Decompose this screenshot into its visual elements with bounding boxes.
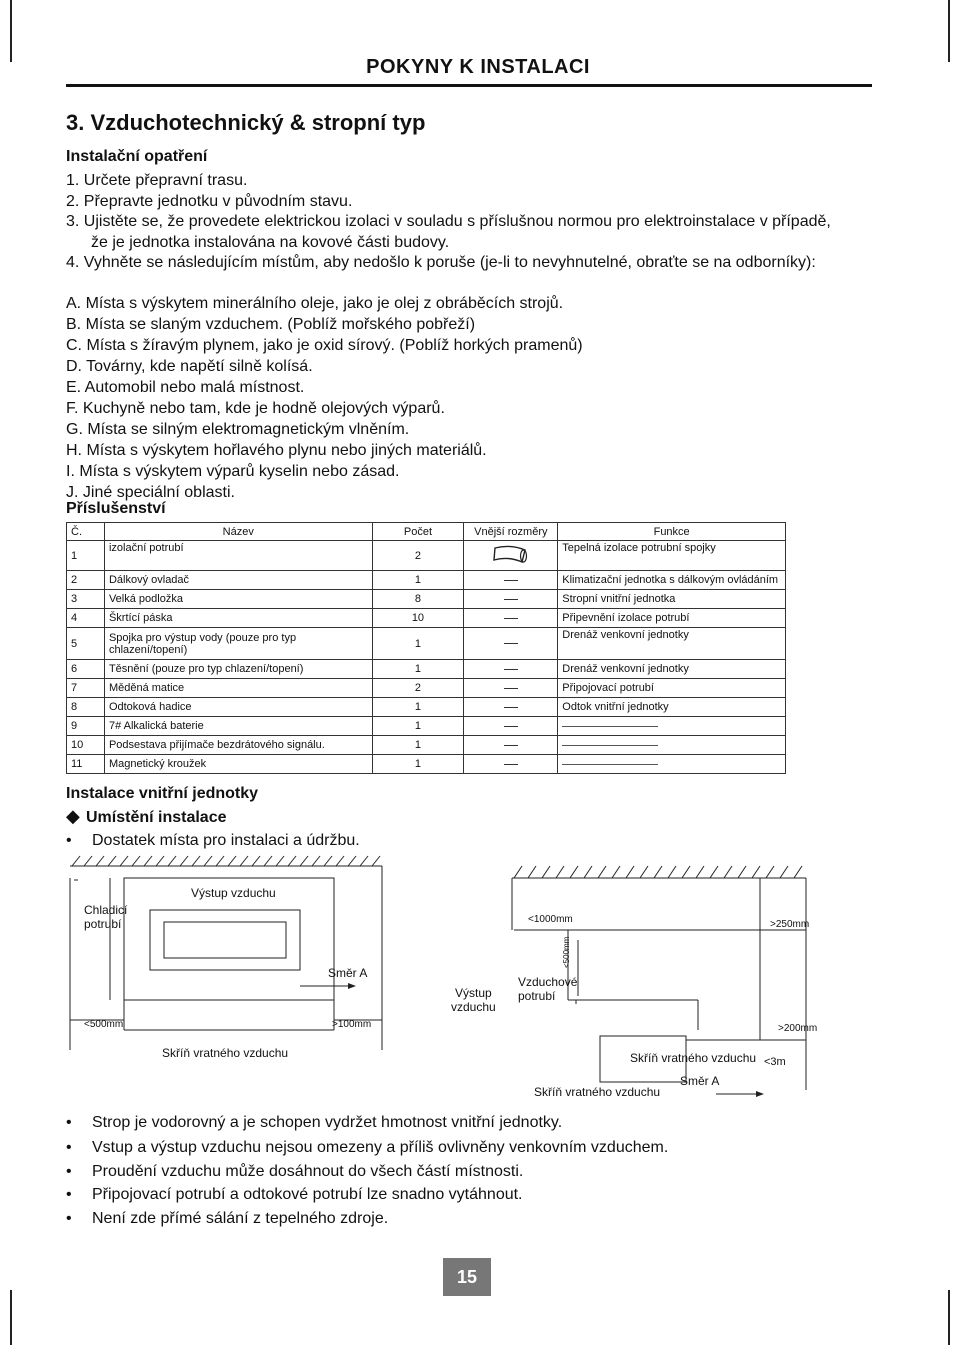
col-header-dimensions: Vnější rozměry: [464, 523, 558, 541]
return-box-label-left: Skříň vratného vzduchu: [162, 1046, 289, 1060]
avoid-place-a: A. Místa s výskytem minerálního oleje, jako je olej z obráběcích strojů.: [66, 295, 564, 312]
dim-250-label: >250mm: [770, 919, 810, 930]
cell-dimensions: [464, 541, 558, 571]
cell-name: Dálkový ovladač: [104, 571, 372, 590]
col-header-qty: Počet: [372, 523, 464, 541]
cell-name: Škrtící páska: [104, 609, 372, 628]
cell-name: Těsnění (pouze pro typ chlazení/topení): [104, 660, 372, 679]
cell-name: Měděná matice: [104, 679, 372, 698]
cell-name: 7# Alkalická baterie: [104, 717, 372, 736]
cell-name: Velká podložka: [104, 590, 372, 609]
table-row: [67, 660, 786, 679]
cell-qty: 1: [372, 755, 464, 774]
col-header-name: Název: [104, 523, 372, 541]
bullet-icon: •: [66, 1114, 72, 1131]
direction-a-label-right: Směr A: [680, 1074, 720, 1088]
location-heading: Umístění instalace: [86, 809, 227, 826]
dim-200-label: >200mm: [778, 1023, 818, 1034]
cell-no: 6: [67, 660, 105, 679]
condition-text: Není zde přímé sálání z tepelného zdroje.: [92, 1210, 389, 1227]
cell-function: Odtok vnitřní jednotky: [558, 698, 786, 717]
avoid-place-e: E. Automobil nebo malá místnost.: [66, 379, 305, 396]
cooling-pipe-label: Chladicí potrubí: [84, 903, 128, 931]
cell-function: Připevnění izolace potrubí: [558, 609, 786, 628]
condition-text: Vstup a výstup vzduchu nejsou omezeny a příliš ovlivněny venkovním vzduchem.: [92, 1139, 669, 1156]
dash-mark: [504, 764, 518, 765]
cell-no: 9: [67, 717, 105, 736]
long-dash-mark: [562, 764, 658, 765]
cell-function: Připojovací potrubí: [558, 679, 786, 698]
avoid-place-c: C. Místa s žíravým plynem, jako je oxid sírový. (Poblíž horkých pramenů): [66, 337, 583, 354]
dim-height-label: <3m: [764, 1056, 786, 1068]
ceiling-hatch-left: [72, 856, 380, 866]
table-row: [67, 736, 786, 755]
section-heading: 3. Vzduchotechnický & stropní typ: [66, 110, 426, 135]
return-box-label-upper: Skříň vratného vzduchu: [630, 1051, 757, 1065]
space-bullet-row: [66, 829, 360, 853]
page-header-title: POKYNY K INSTALACI: [366, 56, 590, 78]
cell-qty: 1: [372, 736, 464, 755]
cell-qty: 1: [372, 717, 464, 736]
condition-text: Strop je vodorovný a je schopen vydržet hmotnost vnitřní jednotky.: [92, 1114, 563, 1131]
cell-dimensions: [464, 679, 558, 698]
bullet-icon: •: [66, 832, 72, 849]
condition-item: [66, 1183, 523, 1207]
avoid-place-h: H. Místa s výskytem hořlavého plynu nebo jiných materiálů.: [66, 442, 487, 459]
table-row: [67, 571, 786, 590]
step-3: 3. Ujistěte se, že provedete elektrickou izolaci v souladu s příslušnou normou pro elektroinstalace v případě, že je jednotka instalována na kovové části budovy.: [66, 213, 831, 251]
dash-mark: [504, 745, 518, 746]
location-heading-row: [66, 808, 227, 827]
long-dash-mark: [562, 745, 658, 746]
cell-dimensions: [464, 590, 558, 609]
step-4: 4. Vyhněte se následujícím místům, aby nedošlo k poruše (je-li to nevyhnutelné, obraťte se na odborníky):: [66, 254, 816, 271]
bullet-icon: •: [66, 1139, 72, 1156]
precautions-heading: Instalační opatření: [66, 148, 208, 165]
insulation-pipe-icon: [491, 543, 531, 565]
condition-item: [66, 1111, 562, 1135]
cell-qty: 1: [372, 571, 464, 590]
cell-dimensions: [464, 609, 558, 628]
bullet-icon: •: [66, 1186, 72, 1203]
cell-no: 8: [67, 698, 105, 717]
avoid-places-list: [66, 293, 836, 503]
return-box-label-lower: Skříň vratného vzduchu: [534, 1085, 661, 1099]
air-outlet-label: Výstup vzduchu: [191, 886, 276, 900]
cell-dimensions: [464, 736, 558, 755]
avoid-place-i: I. Místa s výskytem výparů kyselin nebo zásad.: [66, 463, 400, 480]
col-header-no: Č.: [67, 523, 105, 541]
dash-mark: [504, 688, 518, 689]
cell-dimensions: [464, 571, 558, 590]
table-row: [67, 717, 786, 736]
dash-mark: [504, 726, 518, 727]
cell-dimensions: [464, 717, 558, 736]
cell-function: [558, 736, 786, 755]
table-row: [67, 698, 786, 717]
table-row: [67, 755, 786, 774]
avoid-place-b: B. Místa se slaným vzduchem. (Poblíž mořského pobřeží): [66, 316, 476, 333]
air-outlet-label-right: Výstup vzduchu: [451, 986, 496, 1014]
cell-qty: 10: [372, 609, 464, 628]
cell-function: Drenáž venkovní jednotky: [558, 628, 786, 660]
cell-name: izolační potrubí: [104, 541, 372, 571]
indoor-install-heading: Instalace vnitřní jednotky: [66, 785, 259, 802]
cell-function: Stropní vnitřní jednotka: [558, 590, 786, 609]
cell-dimensions: [464, 698, 558, 717]
cell-dimensions: [464, 628, 558, 660]
cell-no: 10: [67, 736, 105, 755]
accessories-heading: Příslušenství: [66, 500, 166, 517]
cell-qty: 8: [372, 590, 464, 609]
avoid-place-g: G. Místa se silným elektromagnetickým vlněním.: [66, 421, 410, 438]
dash-mark: [504, 580, 518, 581]
cell-function: Drenáž venkovní jednotky: [558, 660, 786, 679]
cell-no: 5: [67, 628, 105, 660]
cell-no: 11: [67, 755, 105, 774]
precaution-steps: [66, 171, 836, 274]
condition-text: Proudění vzduchu může dosáhnout do všech částí místnosti.: [92, 1163, 524, 1180]
cell-function: [558, 755, 786, 774]
cell-function: Tepelná izolace potrubní spojky: [558, 541, 786, 571]
cell-no: 2: [67, 571, 105, 590]
table-row: [67, 628, 786, 660]
cell-name: Spojka pro výstup vody (pouze pro typ chlazení/topení): [104, 628, 372, 660]
dim-vertical-label: <500mm: [562, 936, 571, 968]
step-2: 2. Přepravte jednotku v původním stavu.: [66, 192, 353, 210]
col-header-function: Funkce: [558, 523, 786, 541]
avoid-place-d: D. Továrny, kde napětí silně kolísá.: [66, 358, 313, 375]
cell-qty: 2: [372, 679, 464, 698]
cell-dimensions: [464, 660, 558, 679]
cell-qty: 1: [372, 660, 464, 679]
cell-no: 1: [67, 541, 105, 571]
cell-name: Magnetický kroužek: [104, 755, 372, 774]
long-dash-mark: [562, 726, 658, 727]
cell-name: Podsestava přijímače bezdrátového signálu.: [104, 736, 372, 755]
cell-no: 3: [67, 590, 105, 609]
dim-1000-label: <1000mm: [528, 914, 573, 925]
table-header-row: [67, 523, 786, 541]
cell-no: 7: [67, 679, 105, 698]
cell-qty: 1: [372, 628, 464, 660]
condition-item: [66, 1160, 523, 1184]
dash-mark: [504, 643, 518, 644]
space-bullet: Dostatek místa pro instalaci a údržbu.: [92, 832, 360, 849]
dash-mark: [504, 618, 518, 619]
cell-no: 4: [67, 609, 105, 628]
step-1: 1. Určete přepravní trasu.: [66, 172, 248, 189]
direction-a-label: Směr A: [328, 966, 368, 980]
condition-item: [66, 1207, 388, 1231]
avoid-place-f: F. Kuchyně nebo tam, kde je hodně olejových výparů.: [66, 400, 445, 417]
cell-function: [558, 717, 786, 736]
table-row: [67, 609, 786, 628]
cell-name: Odtoková hadice: [104, 698, 372, 717]
diamond-icon: ◆: [66, 806, 80, 826]
accessories-table: [66, 522, 786, 774]
avoid-place-j: J. Jiné speciální oblasti.: [66, 484, 235, 501]
dash-mark: [504, 669, 518, 670]
condition-item: [66, 1136, 668, 1160]
dash-mark: [504, 707, 518, 708]
dash-mark: [504, 599, 518, 600]
cell-function: Klimatizační jednotka s dálkovým ovládáním: [558, 571, 786, 590]
table-row: [67, 590, 786, 609]
air-pipe-label: Vzduchové potrubí: [518, 975, 578, 1003]
table-row: [67, 541, 786, 571]
page-number: 15: [443, 1258, 491, 1296]
bullet-icon: •: [66, 1210, 72, 1227]
table-row: [67, 679, 786, 698]
cell-dimensions: [464, 755, 558, 774]
dim-100-label: >100mm: [332, 1019, 372, 1030]
cell-qty: 1: [372, 698, 464, 717]
bullet-icon: •: [66, 1163, 72, 1180]
condition-text: Připojovací potrubí a odtokové potrubí lze snadno vytáhnout.: [92, 1186, 523, 1203]
header-rule: [66, 84, 872, 87]
cell-qty: 2: [372, 541, 464, 571]
dim-500-label: <500mm: [84, 1019, 124, 1030]
